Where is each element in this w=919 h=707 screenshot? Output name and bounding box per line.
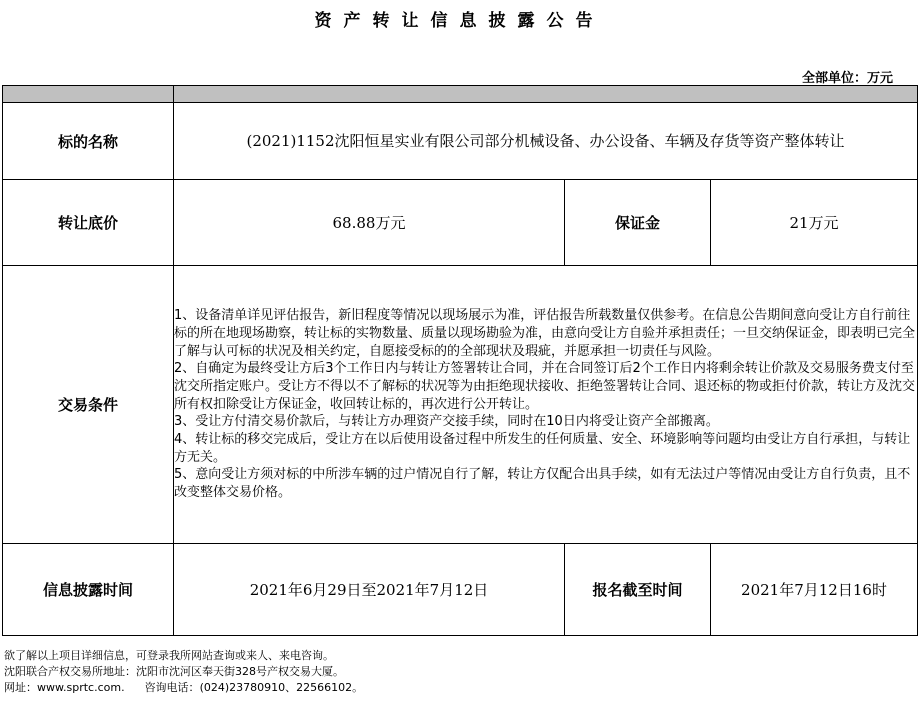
table-row xyxy=(3,266,918,544)
footer-address: 沈阳联合产权交易所地址：沈阳市沈河区奉天街328号产权交易大厦。 xyxy=(4,665,344,678)
info-table xyxy=(2,85,918,636)
condition-item: 3、受让方付清交易价款后，与转让方办理资产交接手续，同时在10日内将受让资产全部搬离。 xyxy=(174,414,719,430)
period-value: 2021年6月29日至2021年7月12日 xyxy=(174,544,565,636)
price-label: 转让底价 xyxy=(3,180,174,266)
phone-label: 咨询电话： xyxy=(144,681,200,694)
website-label: 网址： xyxy=(4,681,37,694)
deadline-label: 报名截至时间 xyxy=(565,544,711,636)
condition-item: 4、转让标的移交完成后，受让方在以后使用设备过程中所发生的任何质量、安全、环境影响等问题均由受让方自行承担，与转让方无关。 xyxy=(174,432,911,465)
table-row xyxy=(3,103,918,180)
website-link[interactable]: www.sprtc.com. xyxy=(37,681,125,694)
deadline-value: 2021年7月12日16时 xyxy=(711,544,918,636)
name-value: (2021)1152沈阳恒星实业有限公司部分机械设备、办公设备、车辆及存货等资产整体转让 xyxy=(174,103,918,180)
condition-item: 1、设备清单详见评估报告，新旧程度等情况以现场展示为准，评估报告所载数量仅供参考。在信息公告期间意向受让方自行前往标的所在地现场勘察，转让标的实物数量、质量以现场勘验为准，由意向受让方自验并承担责任；一旦交纳保证金，即表明已完全了解与认可标的状况及相关约定，自愿接受标的的全部现状及瑕疵，并愿承担一切责任与风险。 xyxy=(174,308,916,359)
footer xyxy=(4,648,363,696)
footer-line: 欲了解以上项目详细信息，可登录我所网站查询或来人、来电咨询。 xyxy=(4,649,334,662)
phone-value: (024)23780910、22566102。 xyxy=(199,681,364,694)
conditions-text xyxy=(174,266,918,544)
table-row xyxy=(3,180,918,266)
page-title: 资产转让信息披露公告 xyxy=(314,11,605,31)
condition-item: 2、自确定为最终受让方后3个工作日内与转让方签署转让合同，并在合同签订后2个工作日内将剩余转让价款及交易服务费支付至沈交所指定账户。受让方不得以不了解标的状况等为由拒绝现状接收、拒绝签署转让合同、退还标的物或拒付价款，转让方及沈交所有权扣除受让方保证金，收回转让标的，再次进行公开转让。 xyxy=(174,361,916,412)
price-value: 68.88万元 xyxy=(174,180,565,266)
footer-contact xyxy=(4,680,363,696)
name-label: 标的名称 xyxy=(3,103,174,180)
unit-note: 全部单位：万元 xyxy=(801,71,893,86)
condition-item: 5、意向受让方须对标的中所涉车辆的过户情况自行了解，转让方仅配合出具手续，如有无法过户等情况由受让方自行负责，且不改变整体交易价格。 xyxy=(174,467,911,501)
deposit-label: 保证金 xyxy=(565,180,711,266)
header-bar xyxy=(3,86,918,103)
conditions-label: 交易条件 xyxy=(3,266,174,544)
deposit-value: 21万元 xyxy=(711,180,918,266)
period-label: 信息披露时间 xyxy=(3,544,174,636)
table-row xyxy=(3,544,918,636)
